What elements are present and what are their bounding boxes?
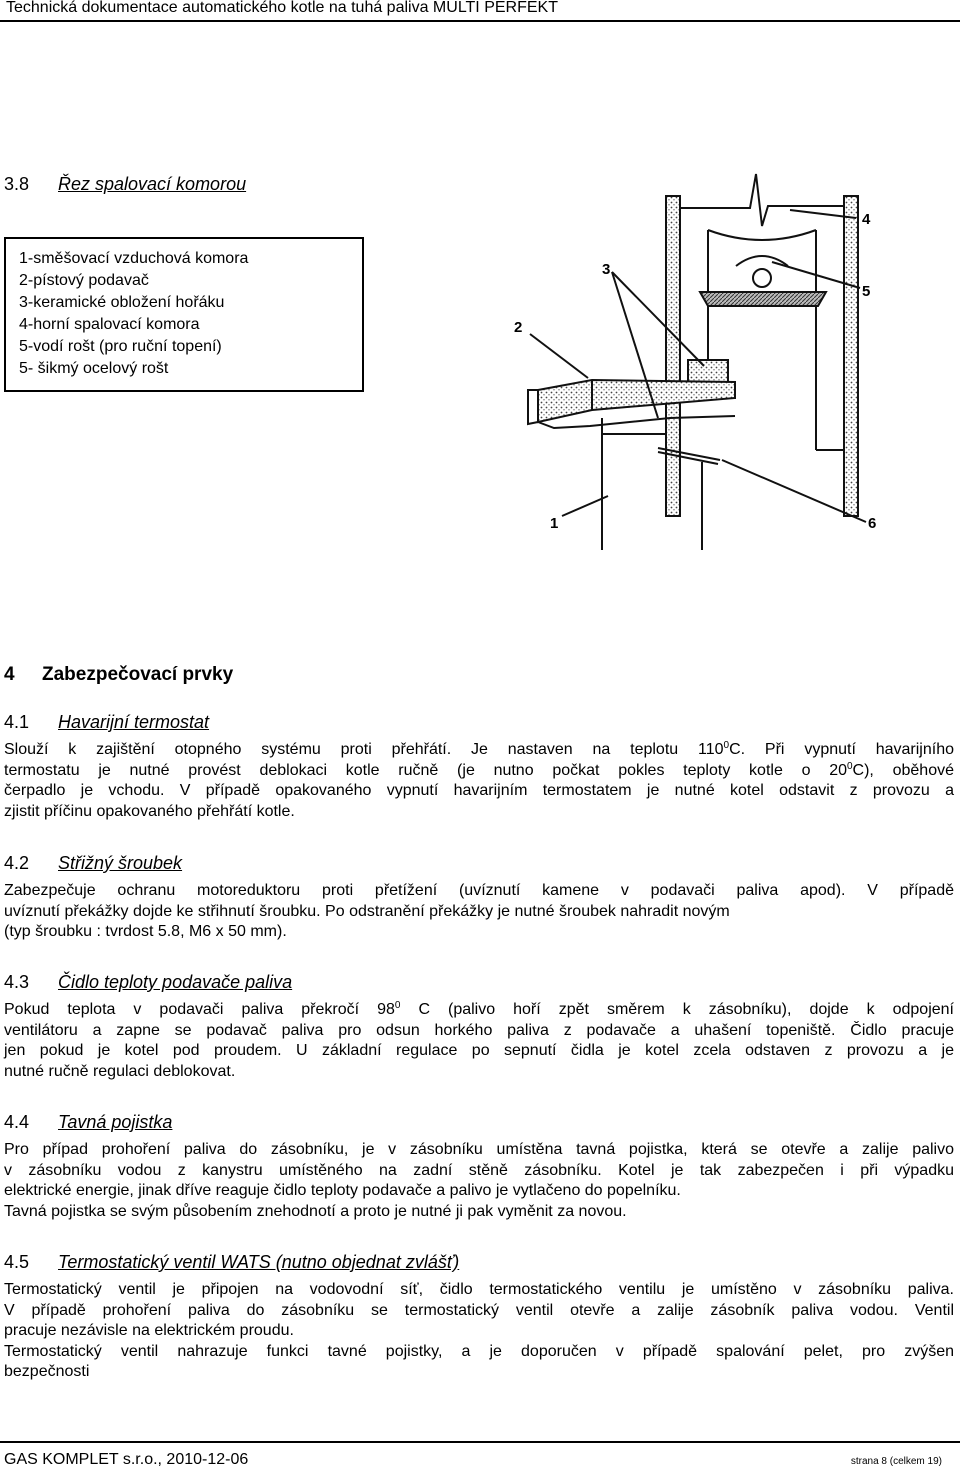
section-number: 4 [4,664,15,685]
section-4-2-heading [4,853,182,873]
section-title: Termostatický ventil WATS (nutno objednat zvlášť) [58,1252,460,1272]
water-grate [700,292,826,306]
section-number: 4.4 [4,1112,30,1132]
text-line: čerpadlo je vchodu. V případě opakovaného vypnutí havarijním termostatem je nutné kotel odstavit z provozu a [4,782,954,799]
legend-box [4,237,364,392]
section-4-4-heading [4,1112,172,1132]
text-line: elektrické energie, jinak dříve reaguje čidlo teploty podavače a palivo je vytlačeno do popelníku. [4,1182,681,1199]
legend-item: 2-pístový podavač [19,272,149,289]
text-line: Tavná pojistka se svým působením znehodnotí a proto je nutné ji pak vyměnit za novou. [4,1202,627,1220]
callout-1: 1 [550,515,559,532]
document-title: Technická dokumentace automatického kotle na tuhá paliva MULTI PERFEKT [6,0,558,16]
callout-3: 3 [602,261,611,278]
piston-feeder [538,380,735,422]
section-3-8-heading [4,174,246,194]
section-title: Zabezpečovací prvky [42,664,234,685]
section-number: 4.1 [4,712,30,732]
section-number: 4.2 [4,853,30,873]
section-number: 3.8 [4,174,30,194]
text-line: v zásobníku vodou z kanystru umístěného na zadní stěně zásobníku. Kotel je tak zabezpečen i při výpadku [4,1161,954,1179]
text-line: Pro případ prohoření paliva do zásobníku, je v zásobníku umístěna tavná pojistka, která se otevře a zalije palivo [4,1141,954,1158]
combustion-chamber-diagram [490,166,960,551]
text-line: pracuje nezávisle na elektrickém proudu. [4,1322,294,1339]
callout-5: 5 [862,283,871,300]
section-title: Havarijní termostat [58,712,210,732]
legend-item: 3-keramické obložení hořáku [19,294,225,311]
text-line: Pokud teplota v podavači paliva překročí $98^0$ C (palivo hoří zpět směrem k zásobníku), dojde k odpojení [4,1000,954,1018]
text-line: (typ šroubku : tvrdost 5.8, M6 x 50 mm). [4,923,287,940]
legend-item: 1-směšovací vzduchová komora [19,250,249,267]
section-4-2-text [4,881,954,943]
text-line: ventilátoru a zapne se podavač paliva pro odsun horkého paliva z podavače a uhašení topeniště. Čidlo pracuje [4,1021,954,1039]
legend-item: 5-vodí rošt (pro ruční topení) [19,338,222,355]
section-4-3-heading [4,972,292,992]
section-4-4-text [4,1140,954,1222]
text-line: zjistit příčinu opakovaného přehřátí kotle. [4,802,295,820]
text-line: Termostatický ventil nahrazuje funkci tavné pojistky, a je doporučen v případě spalování pelet, pro zvýšen [4,1342,954,1360]
text-line: bezpečnosti [4,1363,90,1380]
section-4-5-text [4,1280,954,1383]
callout-4: 4 [862,211,871,228]
text-line: Zabezpečuje ochranu motoreduktoru proti přetížení (uvíznutí kamene v podavači paliva apod). V případě [4,882,954,899]
section-4-1-text [4,740,954,822]
section-title: Řez spalovací komorou [58,174,247,194]
footer-rule [0,1441,960,1443]
text-line: Slouží k zajištění otopného systému proti přehřátí. Je nastaven na teplotu $110^0C$. Při vypnutí havarijního [4,740,955,758]
right-insulated-wall [844,196,858,516]
section-4-heading [4,664,233,686]
callout-6: 6 [868,515,877,532]
section-number: 4.5 [4,1252,30,1272]
legend-item: 5- šikmý ocelový rošt [19,360,169,377]
ceramic-lining [688,360,728,382]
text-line: termostatu je nutné provést deblokaci kotle ručně (je nutno počkat pokles teploty kotle o $20^0C$), oběhové [4,760,954,779]
text-line: uvíznutí překážky dojde ke střihnutí šroubku. Po odstranění překážky je nutné šroubek nahradit novým [4,902,730,920]
section-4-5-heading [4,1252,459,1272]
section-number: 4.3 [4,972,30,992]
section-4-3-text [4,1000,954,1082]
text-line: Termostatický ventil je připojen na vodovodní síť, čidlo termostatického ventilu je umístěno v zásobníku paliva. [4,1281,954,1298]
left-insulated-wall [666,196,680,516]
section-title: Střižný šroubek [58,853,183,873]
section-4-1-heading [4,712,209,732]
text-line: jen pokud je kotel pod proudem. U základní regulace po sepnutí čidla je kotel zcela odstaven z provozu a je [4,1042,954,1059]
footer-company-date: GAS KOMPLET s.r.o., 2010-12-06 [4,1451,249,1468]
section-title: Tavná pojistka [58,1112,173,1132]
header-rule [0,20,960,22]
footer-page-number: strana 8 (celkem 19) [850,1456,942,1467]
text-line: V případě prohoření paliva do zásobníku se termostatický ventil otevře a zalije zásobník paliva vodou. Ventil [4,1301,954,1319]
callout-2: 2 [514,319,523,336]
legend-item: 4-horní spalovací komora [19,316,200,333]
section-title: Čidlo teploty podavače paliva [58,972,293,992]
text-line: nutné ručně regulaci deblokovat. [4,1062,236,1080]
